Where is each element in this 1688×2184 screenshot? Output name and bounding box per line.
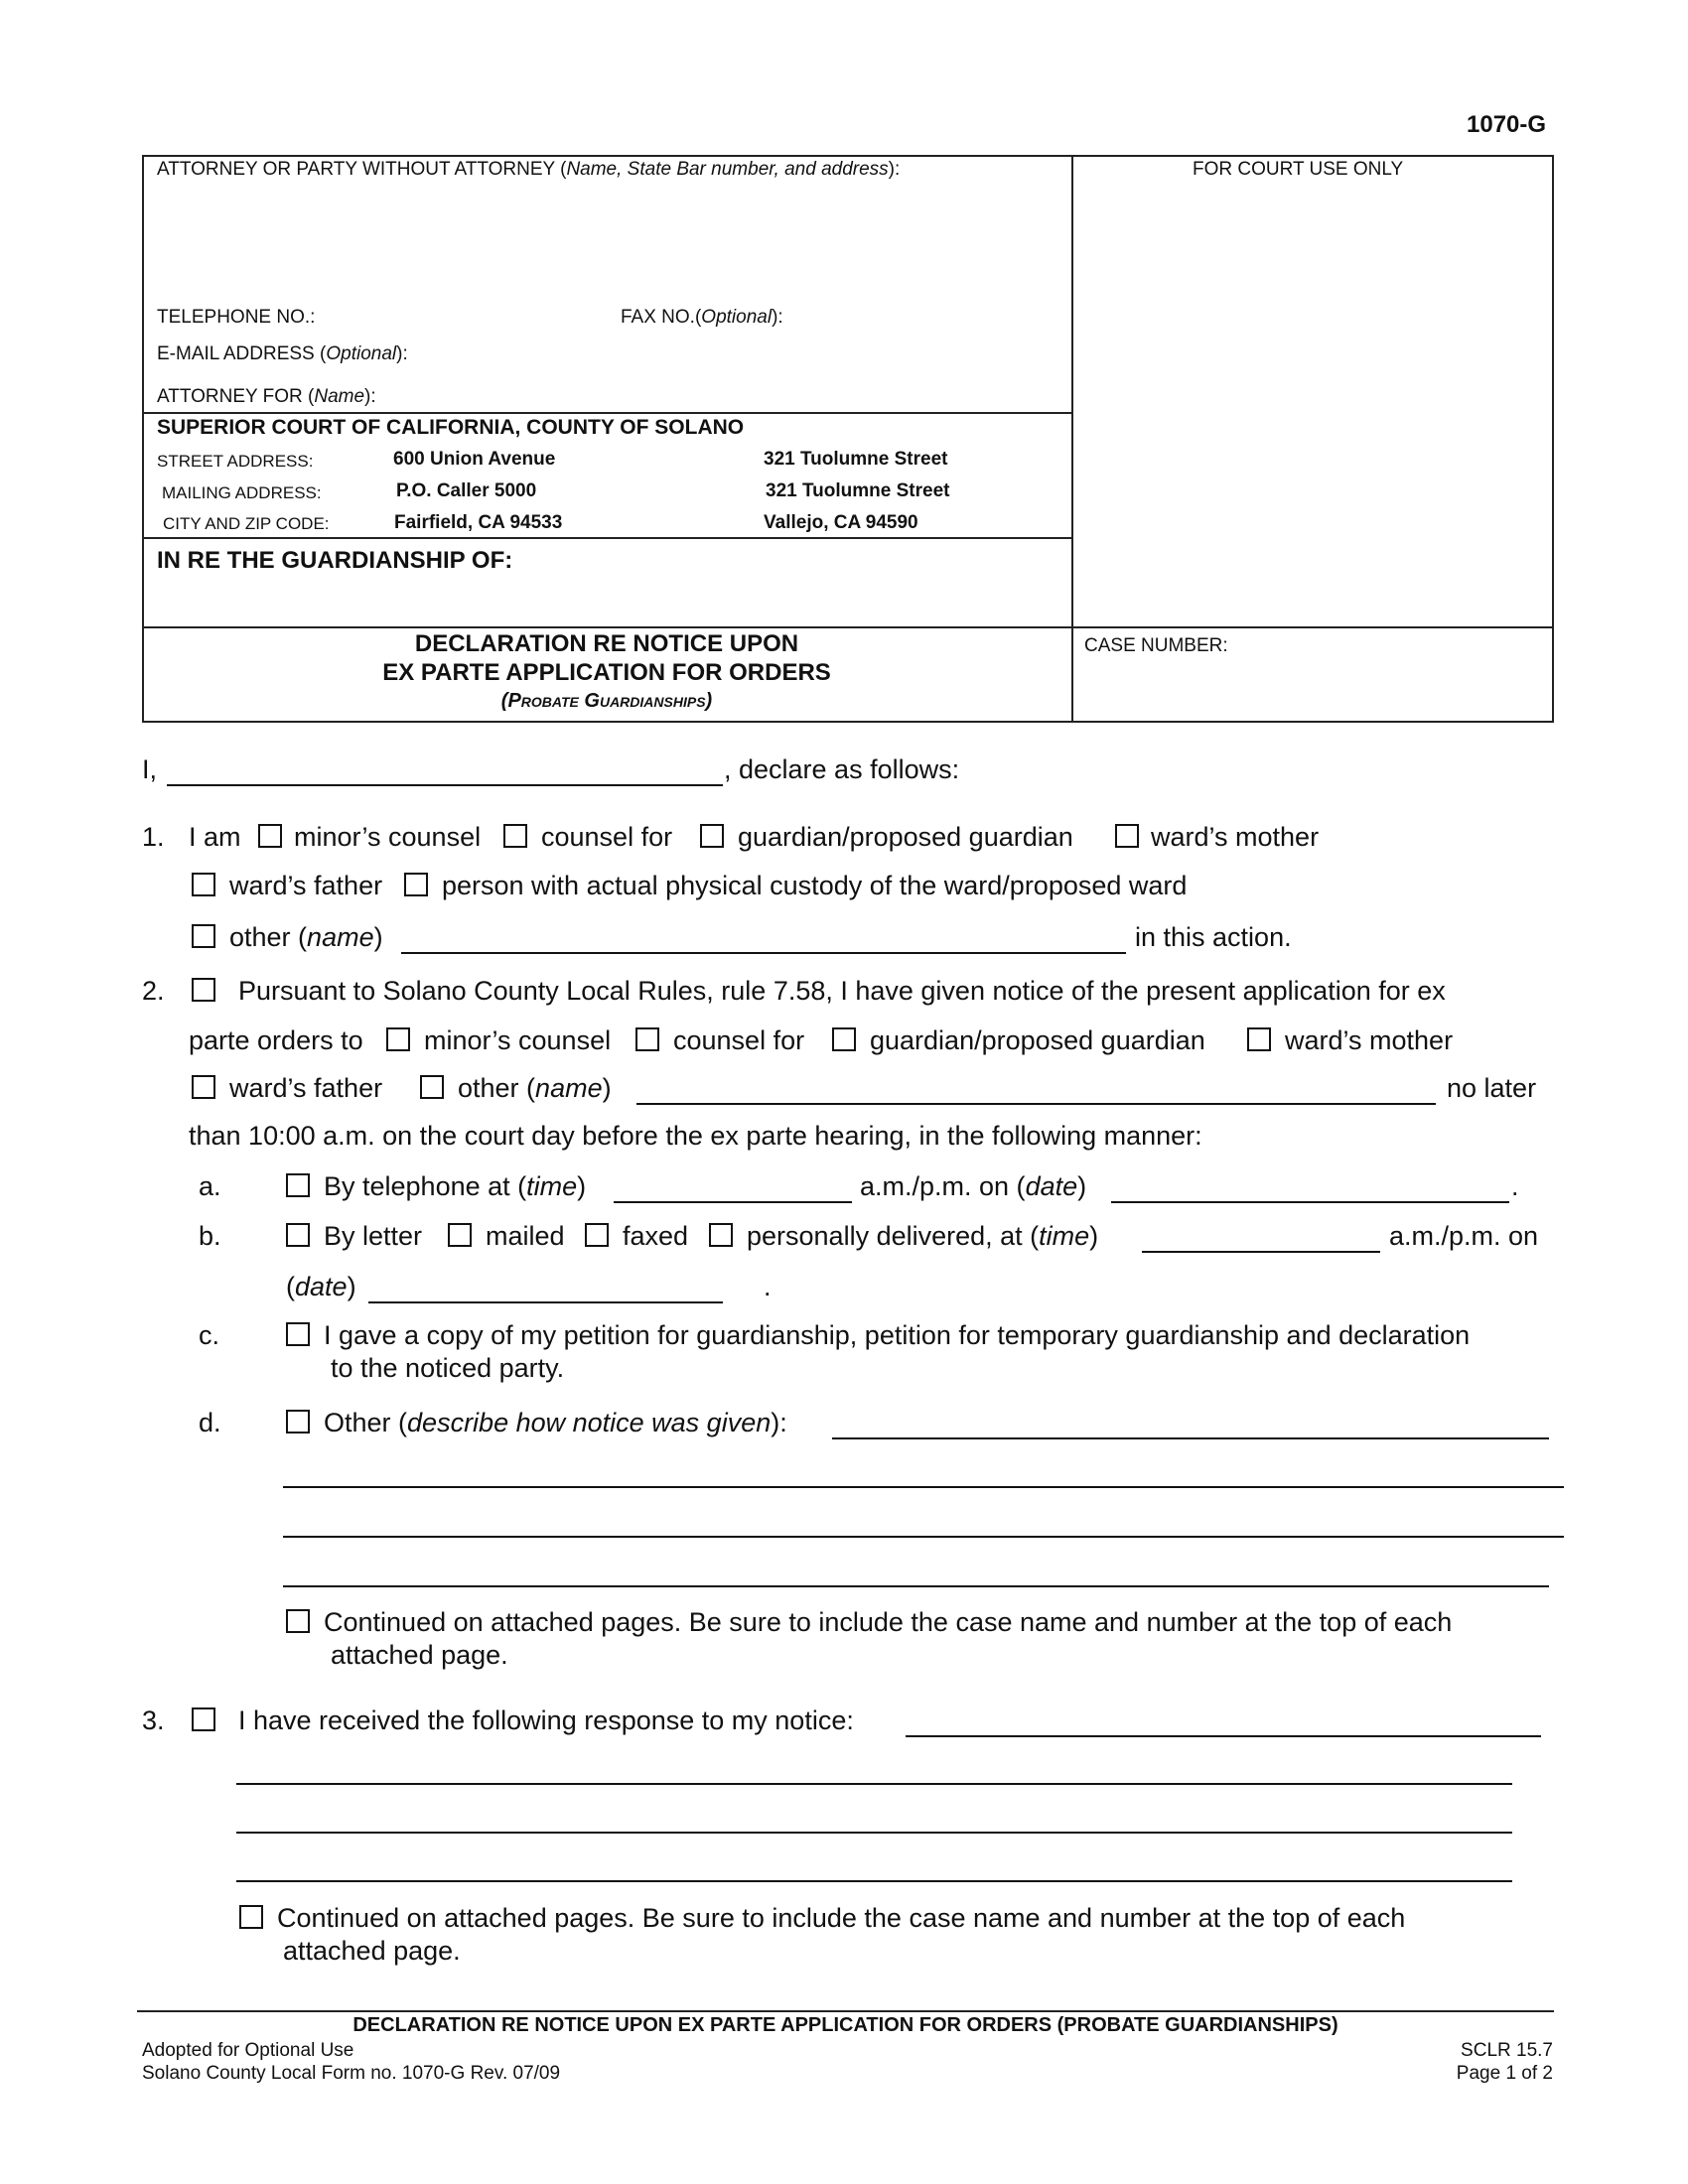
item3-line-1[interactable]: [906, 1735, 1541, 1737]
item2-continued-checkbox[interactable]: [286, 1609, 310, 1633]
caption-divider: [1071, 155, 1073, 723]
item1-other-checkbox[interactable]: [192, 924, 215, 948]
item2d-line-3[interactable]: [283, 1536, 1564, 1538]
item2-guardian-checkbox[interactable]: [832, 1027, 856, 1051]
item1-i-am: I am: [189, 822, 241, 852]
court-section-divider: [142, 537, 1073, 539]
item2d-checkbox[interactable]: [286, 1410, 310, 1433]
item2a-label: a.: [199, 1171, 221, 1201]
item3-checkbox[interactable]: [192, 1707, 215, 1731]
item2-continued-line-1: Continued on attached pages. Be sure to include the case name and number at the top of each: [324, 1607, 1453, 1637]
court-name: SUPERIOR COURT OF CALIFORNIA, COUNTY OF SOLANO: [157, 416, 745, 439]
item2-other-name-line[interactable]: [636, 1103, 1436, 1105]
mailing-address-2: 321 Tuolumne Street: [766, 480, 950, 501]
item1-guardian-label: guardian/proposed guardian: [738, 822, 1073, 852]
item1-mother-label: ward’s mother: [1151, 822, 1320, 852]
item2-minors-counsel-checkbox[interactable]: [386, 1027, 410, 1051]
item1-father-label: ward’s father: [229, 871, 383, 900]
footer-adopted: Adopted for Optional Use: [142, 2040, 354, 2061]
item1-father-checkbox[interactable]: [192, 873, 215, 896]
item2-text-line-1: Pursuant to Solano County Local Rules, rule 7.58, I have given notice of the present application for ex: [238, 976, 1446, 1006]
item1-in-action: in this action.: [1135, 922, 1292, 952]
attorney-section-divider: [142, 412, 1073, 414]
item1-minors-counsel-checkbox[interactable]: [258, 824, 282, 848]
intro-prefix: I,: [142, 754, 158, 784]
email-label: E-MAIL ADDRESS (Optional):: [157, 343, 408, 364]
form-title-line-3: (Probate Guardianships): [500, 690, 713, 712]
item1-counsel-for-label: counsel for: [541, 822, 673, 852]
city-label: CITY AND ZIP CODE:: [163, 514, 330, 533]
footer-page: Page 1 of 2: [1456, 2063, 1553, 2084]
item2b-mailed-checkbox[interactable]: [448, 1223, 472, 1247]
item2b-label: b.: [199, 1221, 221, 1251]
fax-label: FAX NO.(Optional):: [621, 307, 783, 328]
item1-custody-checkbox[interactable]: [404, 873, 428, 896]
attorney-for-label: ATTORNEY FOR (Name):: [157, 386, 376, 407]
item2-counsel-for-checkbox[interactable]: [635, 1027, 659, 1051]
item2b-personal-label: personally delivered, at (time): [747, 1221, 1099, 1251]
declarant-name-line[interactable]: [167, 784, 723, 786]
title-section-divider: [142, 626, 1554, 628]
item2-other-label: other (name): [458, 1073, 612, 1103]
item2-mother-label: ward’s mother: [1285, 1025, 1454, 1055]
item2a-ampm: a.m./p.m. on (date): [860, 1171, 1087, 1201]
item2-continued-line-2: attached page.: [331, 1640, 508, 1670]
form-title-line-2: EX PARTE APPLICATION FOR ORDERS: [382, 659, 831, 686]
item2-father-label: ward’s father: [229, 1073, 383, 1103]
item2c-label: c.: [199, 1320, 220, 1350]
footer-title: DECLARATION RE NOTICE UPON EX PARTE APPLICATION FOR ORDERS (PROBATE GUARDIANSHIPS): [352, 2014, 1338, 2036]
item3-line-2[interactable]: [236, 1783, 1512, 1785]
item3-number: 3.: [142, 1706, 165, 1735]
city-1: Fairfield, CA 94533: [394, 512, 563, 533]
in-re-label: IN RE THE GUARDIANSHIP OF:: [157, 547, 513, 574]
item2-number: 2.: [142, 976, 165, 1006]
item1-custody-label: person with actual physical custody of the ward/proposed ward: [442, 871, 1188, 900]
item3-continued-line-2: attached page.: [283, 1936, 461, 1966]
item2a-time-line[interactable]: [614, 1201, 852, 1203]
item2b-faxed-checkbox[interactable]: [585, 1223, 609, 1247]
item2a-date-line[interactable]: [1111, 1201, 1509, 1203]
item2-no-later: no later: [1447, 1073, 1537, 1103]
item2-minors-counsel-label: minor’s counsel: [424, 1025, 612, 1055]
item2a-checkbox[interactable]: [286, 1173, 310, 1197]
telephone-label: TELEPHONE NO.:: [157, 307, 316, 328]
item2b-letter-label: By letter: [324, 1221, 423, 1251]
item2-guardian-label: guardian/proposed guardian: [870, 1025, 1205, 1055]
item2b-period: .: [764, 1272, 772, 1301]
item1-mother-checkbox[interactable]: [1115, 824, 1139, 848]
item3-continued-checkbox[interactable]: [239, 1905, 263, 1929]
item1-other-name-line[interactable]: [401, 952, 1126, 954]
item2-other-checkbox[interactable]: [420, 1075, 444, 1099]
item2-text-line-3: than 10:00 a.m. on the court day before the ex parte hearing, in the following manner:: [189, 1121, 1202, 1151]
item2b-date-line[interactable]: [368, 1301, 723, 1303]
city-2: Vallejo, CA 94590: [764, 512, 918, 533]
case-number-label: CASE NUMBER:: [1084, 635, 1228, 656]
intro-suffix: , declare as follows:: [724, 754, 960, 784]
street-label: STREET ADDRESS:: [157, 452, 314, 471]
item2b-faxed-label: faxed: [623, 1221, 689, 1251]
item2b-time-line[interactable]: [1142, 1251, 1380, 1253]
item1-guardian-checkbox[interactable]: [700, 824, 724, 848]
item2d-line-1[interactable]: [832, 1437, 1549, 1439]
street-address-2: 321 Tuolumne Street: [764, 449, 948, 470]
mailing-address-1: P.O. Caller 5000: [396, 480, 537, 501]
item3-text: I have received the following response to my notice:: [238, 1706, 854, 1735]
item2c-text-line-2: to the noticed party.: [331, 1353, 565, 1383]
item2-checkbox[interactable]: [192, 978, 215, 1002]
mailing-label: MAILING ADDRESS:: [162, 483, 322, 502]
item1-counsel-for-checkbox[interactable]: [503, 824, 527, 848]
item2-text-line-2: parte orders to: [189, 1025, 363, 1055]
footer-rule: [137, 2010, 1554, 2012]
item2b-mailed-label: mailed: [486, 1221, 565, 1251]
street-address-1: 600 Union Avenue: [393, 449, 556, 470]
item2b-ampm: a.m./p.m. on: [1389, 1221, 1539, 1251]
item2b-personal-checkbox[interactable]: [709, 1223, 733, 1247]
item2d-text: Other (describe how notice was given):: [324, 1408, 787, 1437]
item3-line-3[interactable]: [236, 1832, 1512, 1834]
item1-minors-counsel-label: minor’s counsel: [294, 822, 482, 852]
item2d-label: d.: [199, 1408, 221, 1437]
form-title-line-1: DECLARATION RE NOTICE UPON: [414, 630, 799, 657]
footer-form-number: Solano County Local Form no. 1070-G Rev. 07/09: [142, 2063, 561, 2084]
item2c-text-line-1: I gave a copy of my petition for guardianship, petition for temporary guardianship and declaration: [324, 1320, 1471, 1350]
footer-sclr: SCLR 15.7: [1461, 2040, 1553, 2061]
item3-line-4[interactable]: [236, 1880, 1512, 1882]
item2a-period: .: [1511, 1171, 1519, 1201]
item2d-line-2[interactable]: [283, 1486, 1564, 1488]
item2-father-checkbox[interactable]: [192, 1075, 215, 1099]
item1-number: 1.: [142, 822, 165, 852]
court-use-label: FOR COURT USE ONLY: [1193, 159, 1404, 180]
item3-continued-line-1: Continued on attached pages. Be sure to include the case name and number at the top of each: [277, 1903, 1406, 1933]
item1-other-label: other (name): [229, 922, 383, 952]
item2b-letter-checkbox[interactable]: [286, 1223, 310, 1247]
item2-mother-checkbox[interactable]: [1247, 1027, 1271, 1051]
item2a-text: By telephone at (time): [324, 1171, 587, 1201]
item2-counsel-for-label: counsel for: [673, 1025, 805, 1055]
item2c-checkbox[interactable]: [286, 1322, 310, 1346]
item2d-line-4[interactable]: [283, 1585, 1549, 1587]
form-id: 1070-G: [1467, 111, 1547, 138]
attorney-label: ATTORNEY OR PARTY WITHOUT ATTORNEY (Name, State Bar number, and address):: [157, 159, 901, 180]
item2b-date-label: (date): [286, 1272, 356, 1301]
